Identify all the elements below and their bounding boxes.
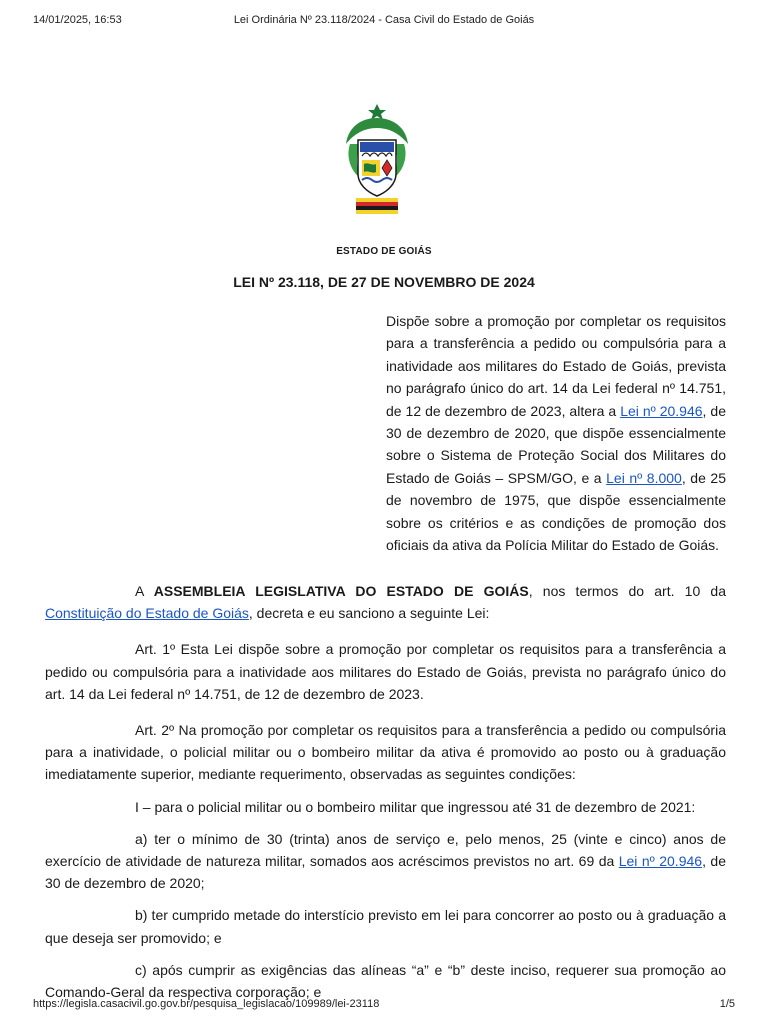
- preamble-text: , decreta e eu sanciono a seguinte Lei:: [248, 605, 490, 622]
- inciso-1: I – para o policial militar ou o bombeiro militar que ingressou até 31 de dezembro de 2021:: [135, 798, 696, 815]
- print-footer: [33, 998, 735, 1012]
- preamble-text: A: [135, 583, 154, 599]
- law-summary: [386, 310, 726, 556]
- alinea-c: c) após cumprir as exigências das alíneas “a” e “b” deste inciso, requerer sua promoção ao Comando-Geral da respectiva corporação; e: [45, 961, 726, 1001]
- print-datetime: 14/01/2025, 16:53: [33, 14, 122, 26]
- print-document-title: Lei Ordinária Nº 23.118/2024 - Casa Civil do Estado de Goiás: [233, 14, 535, 26]
- summary-text: Dispõe sobre a promoção por completar os requisitos para a transferência a pedido ou compulsória para a inatividade aos militares do Estado de Goiás, prevista no parágrafo único do art. 14 da Lei federal nº 14.751, de 12 de dezembro de 2023, altera a: [386, 313, 726, 419]
- link-lei-20946[interactable]: Lei nº 20.946: [620, 402, 703, 419]
- state-name: ESTADO DE GOIÁS: [336, 246, 432, 257]
- alinea-b: b) ter cumprido metade do interstício previsto em lei para concorrer ao posto ou à graduação a que deseja ser promovido; e: [45, 907, 726, 946]
- assembly-name: ASSEMBLEIA LEGISLATIVA DO ESTADO DE GOIÁS: [153, 583, 529, 599]
- preamble-text: , nos termos do art. 10 da: [528, 583, 726, 599]
- alinea-a: [45, 828, 726, 895]
- alinea-a-text: , de 30 de dezembro de 2020;: [45, 853, 726, 892]
- link-lei-20946[interactable]: Lei nº 20.946: [618, 853, 703, 870]
- law-body: [45, 580, 726, 1003]
- link-lei-8000[interactable]: Lei nº 8.000: [606, 469, 682, 486]
- page-url: https://legisla.casacivil.go.gov.br/pesquisa_legislacao/109989/lei-23118: [33, 998, 380, 1010]
- article-2: Art. 2º Na promoção por completar os requisitos para a transferência a pedido ou compulsória para a inatividade, o policial militar ou o bombeiro militar da ativa é promovido ao posto ou à graduação imediatamente superior, mediante requerimento, observadas as seguintes condições:: [45, 722, 726, 783]
- link-constituicao-goias[interactable]: Constituição do Estado de Goiás: [45, 605, 249, 622]
- summary-text: , de 25 de novembro de 1975, que dispõe essencialmente sobre os critérios e as condições de promoção dos oficiais da ativa da Polícia Militar do Estado de Goiás.: [386, 469, 726, 554]
- page-number: 1/5: [719, 998, 735, 1010]
- article-1: Art. 1º Esta Lei dispõe sobre a promoção por completar os requisitos para a transferência a pedido ou compulsória para a inatividade aos militares do Estado de Goiás, prevista no parágrafo único do art. 14 da Lei federal nº 14.751, de 12 de dezembro de 2023.: [45, 641, 726, 702]
- preamble: [45, 580, 726, 624]
- print-header: [33, 14, 735, 30]
- summary-text: , de 30 de dezembro de 2020, que dispõe essencialmente sobre o Sistema de Proteção Social dos Militares do Estado de Goiás – SPSM/GO, e a: [386, 402, 726, 486]
- goias-coat-of-arms-icon: [340, 104, 414, 216]
- law-title: LEI Nº 23.118, DE 27 DE NOVEMBRO DE 2024: [233, 274, 535, 290]
- alinea-a-text: a) ter o mínimo de 30 (trinta) anos de serviço e, pelo menos, 25 (vinte e cinco) anos de exercício de atividade de natureza militar, somados aos acréscimos previstos no art. 69 da: [45, 830, 726, 870]
